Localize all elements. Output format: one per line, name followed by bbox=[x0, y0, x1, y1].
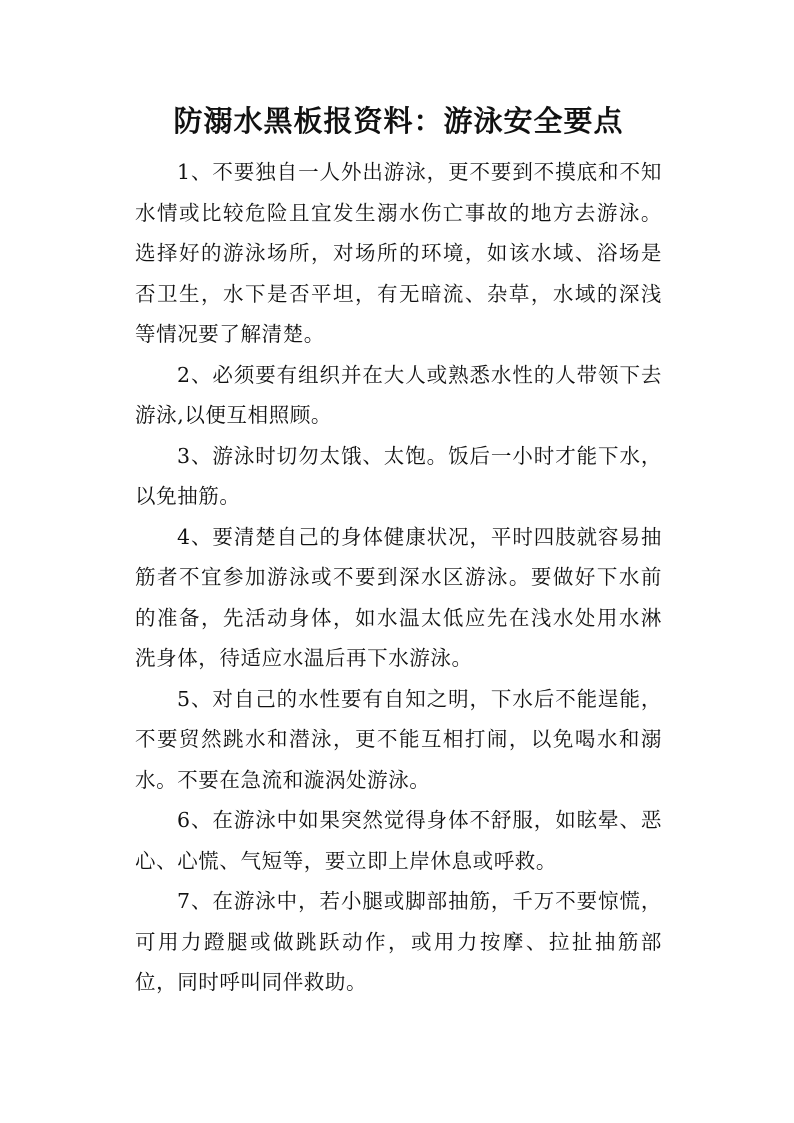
paragraph-2: 2、必须要有组织并在大人或熟悉水性的人带领下去游泳,以便互相照顾。 bbox=[135, 362, 662, 427]
paragraph-4: 4、要清楚自己的身体健康状况，平时四肢就容易抽筋者不宜参加游泳或不要到深水区游泳。要做好下水前的准备，先活动身体，如水温太低应先在浅水处用水淋洗身体，待适应水温后再下水游泳。 bbox=[135, 524, 662, 670]
paragraph-6: 6、在游泳中如果突然觉得身体不舒服，如眩晕、恶心、心慌、气短等，要立即上岸休息或呼救。 bbox=[135, 808, 662, 873]
paragraph-1: 1、不要独自一人外出游泳，更不要到不摸底和不知水情或比较危险且宜发生溺水伤亡事故的地方去游泳。选择好的游泳场所，对场所的环境，如该水域、浴场是否卫生，水下是否平坦，有无暗流、杂草，水域的深浅等情况要了解清楚。 bbox=[135, 160, 662, 346]
paragraph-5: 5、对自己的水性要有自知之明，下水后不能逞能，不要贸然跳水和潜泳，更不能互相打闹，以免喝水和溺水。不要在急流和漩涡处游泳。 bbox=[135, 686, 662, 792]
paragraph-3: 3、游泳时切勿太饿、太饱。饭后一小时才能下水，以免抽筋。 bbox=[135, 443, 662, 508]
paragraph-7: 7、在游泳中，若小腿或脚部抽筋，千万不要惊慌，可用力蹬腿或做跳跃动作，或用力按摩、拉扯抽筋部位，同时呼叫同伴救助。 bbox=[135, 889, 662, 994]
document-title: 防溺水黑板报资料：游泳安全要点 bbox=[173, 104, 624, 138]
